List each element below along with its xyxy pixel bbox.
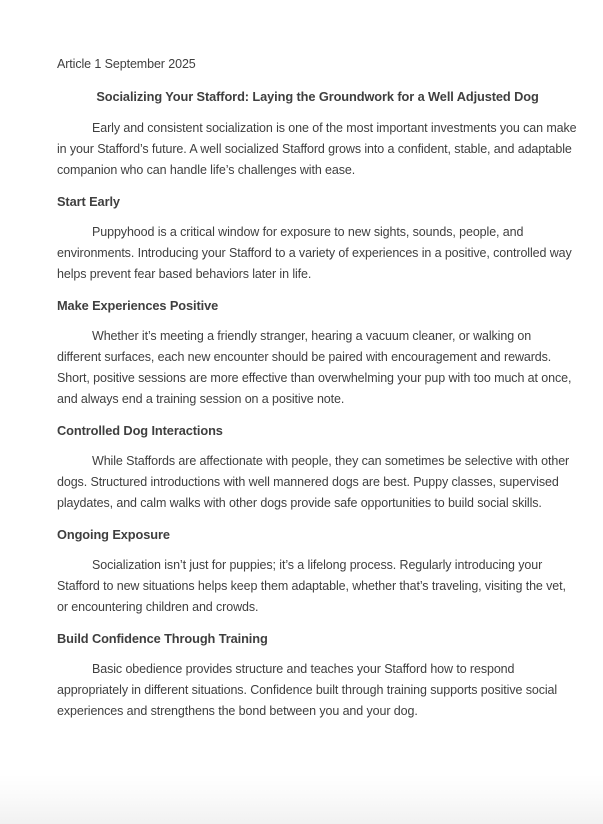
intro-paragraph: Early and consistent socialization is one of the most important investments you can make in your Stafford’s future. A well socialized Stafford grows into a confident, stable, and adaptable companion who can handle life’s challenges with ease. [57,121,577,177]
section-paragraph: Puppyhood is a critical window for exposure to new sights, sounds, people, and environments. Introducing your Stafford to a variety of experiences in a positive, controlled way helps prevent fear based behaviors later in life. [57,225,572,281]
section-build-confidence-through-training [57,628,578,722]
section-heading: Ongoing Exposure [57,527,170,542]
article-meta-line: Article 1 September 2025 [57,57,196,71]
section-controlled-dog-interactions [57,420,578,514]
section-paragraph: Whether it’s meeting a friendly stranger, hearing a vacuum cleaner, or walking on different surfaces, each new encounter should be paired with encouragement and rewards. Short, positive sessions are more effective than overwhelming your pup with too much at once, and always end a training session on a positive note. [57,329,572,406]
section-paragraph: Basic obedience provides structure and teaches your Stafford how to respond appropriately in different situations. Confidence built through training supports positive social experiences and strengthens the bond between you and your dog. [57,662,558,718]
section-make-experiences-positive [57,295,578,410]
document-title: Socializing Your Stafford: Laying the Groundwork for a Well Adjusted Dog [96,89,539,104]
section-heading: Controlled Dog Interactions [57,423,223,438]
section-start-early [57,191,578,285]
page-bottom-shadow [0,774,603,824]
section-ongoing-exposure [57,524,578,618]
section-heading: Start Early [57,194,120,209]
section-paragraph: While Staffords are affectionate with people, they can sometimes be selective with other dogs. Structured introductions with well mannered dogs are best. Puppy classes, supervised playdates, and calm walks with other dogs provide safe opportunities to build social skills. [57,454,570,510]
section-heading: Build Confidence Through Training [57,631,268,646]
section-heading: Make Experiences Positive [57,298,219,313]
section-paragraph: Socialization isn’t just for puppies; it’s a lifelong process. Regularly introducing your Stafford to new situations helps keep them adaptable, whether that’s traveling, visiting the vet, or encountering children and crowds. [57,558,566,614]
